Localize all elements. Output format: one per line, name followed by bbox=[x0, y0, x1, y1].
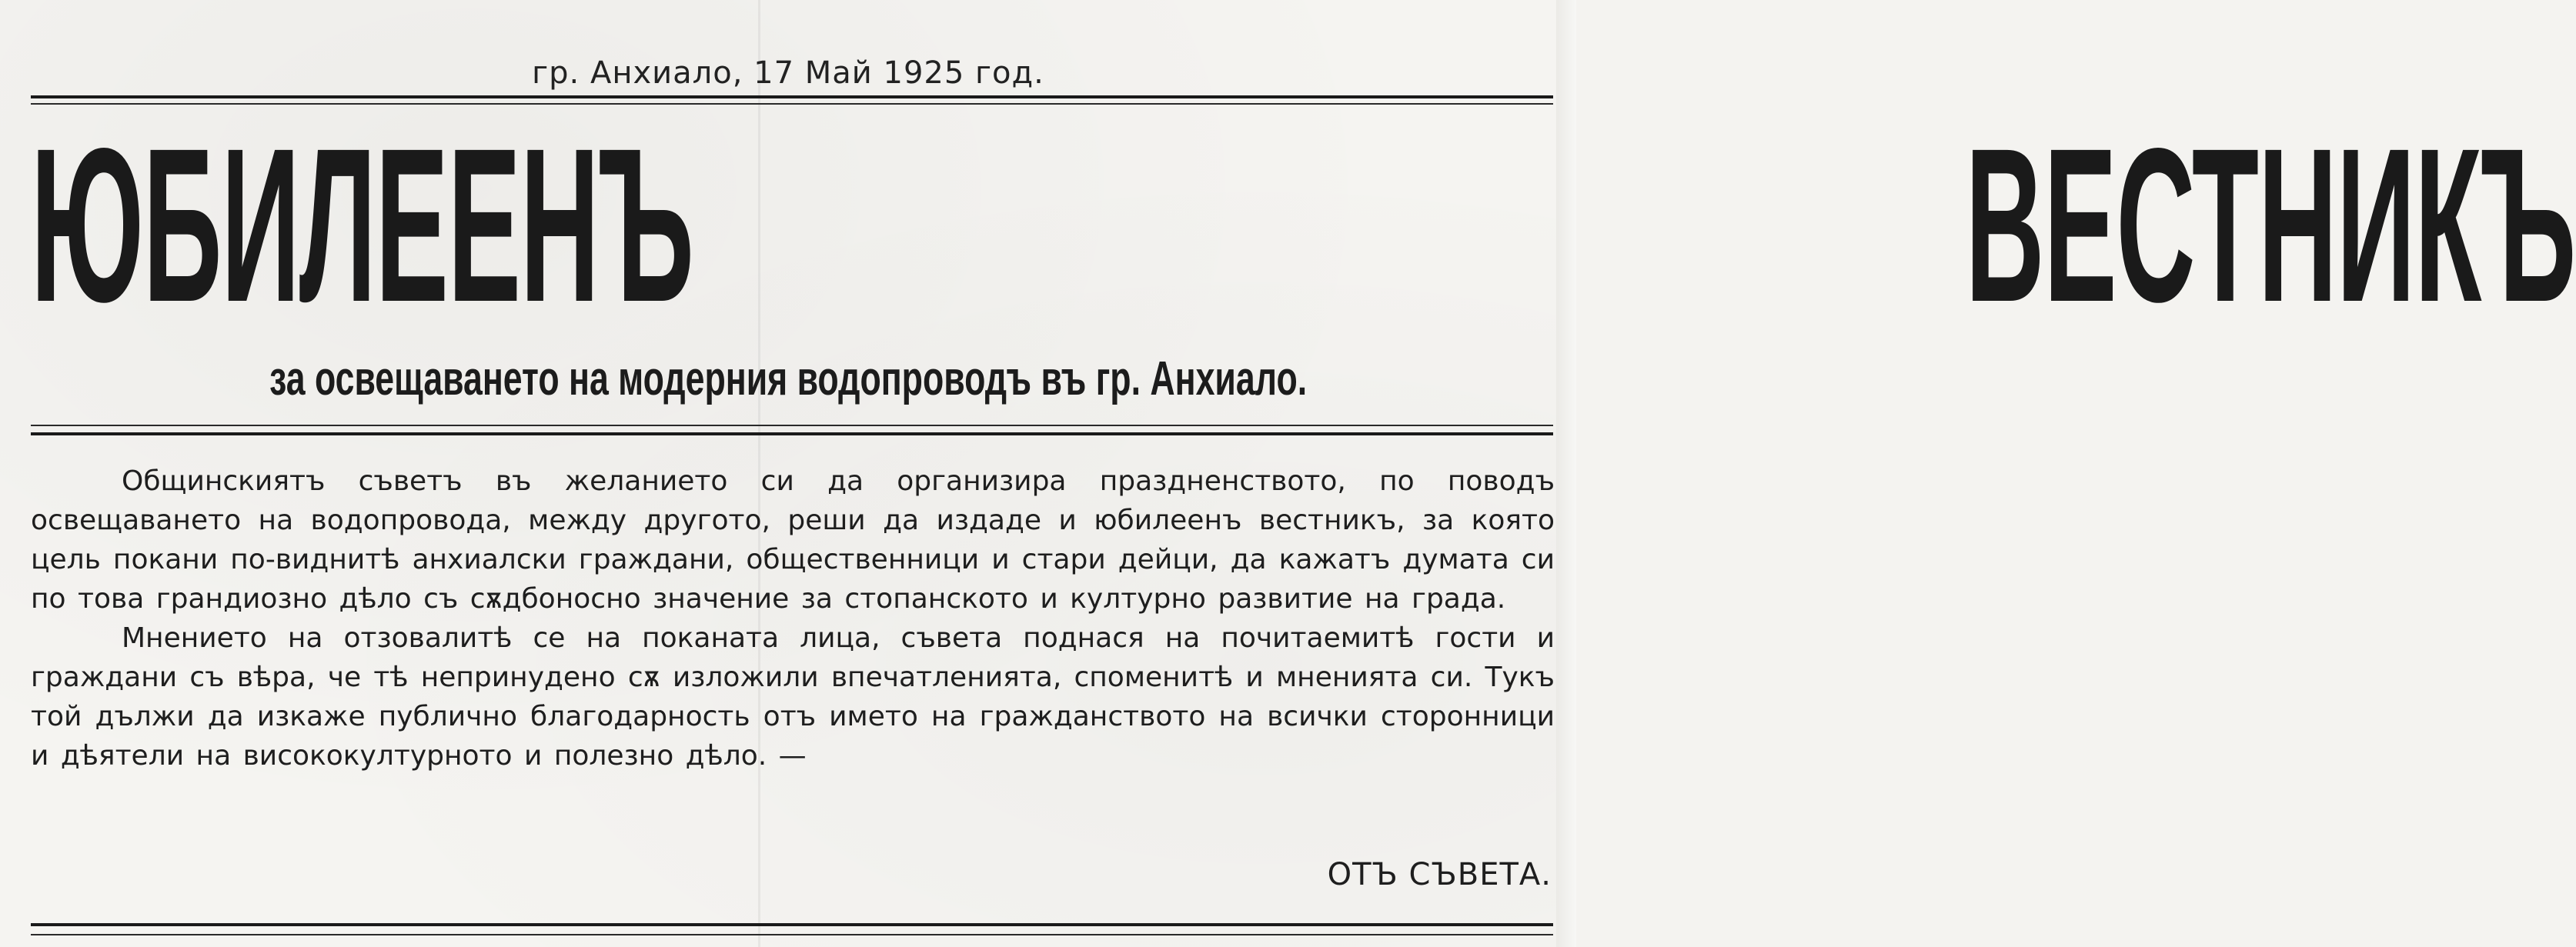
subtitle-rule-thick bbox=[31, 432, 1553, 435]
article-paragraph-1: Общинскиятъ съветъ въ желанието си да организира празднeнството, по поводъ освещаването на водопровода, между другото, реши да издаде и юбилеенъ вестникъ, за която цель покани по-виднитѣ анхиалски граждани, общественници и стари дейци, да кажатъ думата си по това грандиозно дѣло съ сѫдбоносно значение за стопанското и културно развитие на града. bbox=[31, 465, 1555, 615]
masthead-word-jubilee: ЮБИЛЕЕНЪ bbox=[31, 103, 693, 348]
top-rule-thick bbox=[31, 95, 1553, 98]
page-edge bbox=[1556, 0, 1576, 947]
masthead-word-newspaper: ВЕСТНИКЪ bbox=[1966, 103, 2576, 348]
subtitle bbox=[0, 352, 1576, 406]
article-body bbox=[31, 462, 1555, 775]
article-signature: ОТЪ СЪВЕТА. bbox=[1327, 857, 1552, 892]
bottom-rule-thin bbox=[31, 934, 1553, 935]
dateline: гр. Анхиало, 17 Май 1925 год. bbox=[532, 55, 1044, 91]
subtitle-rule-thin bbox=[31, 425, 1553, 426]
article-paragraph-2: Мнението на отзовалитѣ се на поканата лица, съвета поднася на почитаемитѣ гости и граждани съ вѣра, че тѣ непринудено сѫ изложили впечатленията, споменитѣ и мненията си. Тукъ той дължи да изкаже публично благодарность отъ името на гражданството на всички сторонници и дѣятели на висококултурното и полезно дѣло. — bbox=[31, 622, 1555, 772]
bottom-rule-thick bbox=[31, 923, 1553, 926]
subtitle-text: за освещаването на модерния водопроводъ въ гр. Анхиало. bbox=[269, 352, 1307, 405]
masthead bbox=[31, 103, 2576, 348]
